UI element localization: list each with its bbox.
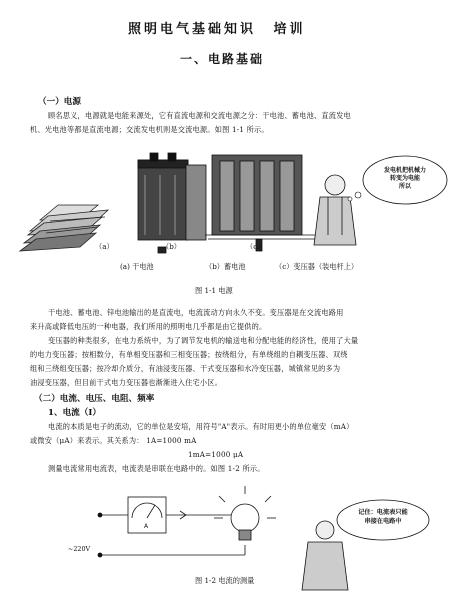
- page-title: [128, 18, 306, 37]
- paragraph-line: 机、光电池等都是直流电源；交流发电机则是交流电源。如图 1-1 所示。: [30, 125, 269, 134]
- transformer-illustration: [205, 155, 320, 251]
- bubble-line: 所以: [398, 183, 411, 190]
- engineer-illustration: [314, 175, 356, 245]
- bubble-line: 转变为电能: [389, 175, 420, 182]
- voltage-label: ~220V: [68, 545, 91, 553]
- subfigure-mark-a: （a）: [95, 242, 114, 251]
- figure-caption: 图 1-2 电流的测量: [195, 576, 255, 585]
- presenter-illustration: [302, 521, 348, 590]
- title-main: 照明电气基础知识: [128, 22, 257, 37]
- subfigure-mark-b: （b）: [162, 242, 181, 251]
- paragraph-line: 的电力变压器；按相数分，有单相变压器和三相变压器；按绕组分，有单绕组的自耦变压器、双绕: [30, 350, 348, 359]
- bubble-line: 串接在电路中: [364, 518, 402, 525]
- title-suffix: 培训: [273, 22, 306, 37]
- bubble-text-top: [370, 167, 440, 191]
- section-heading-power-source: （一）电源: [38, 97, 81, 107]
- light-bulb-icon: [214, 486, 276, 540]
- paragraph-line: 或微安（μA）来表示。其关系为： 1A=1000 mA: [30, 436, 197, 445]
- svg-text:A: A: [144, 523, 149, 530]
- paragraph-line: 电流的本质是电子的流动，它的单位是安培，用符号"A"表示。有时用更小的单位毫安（mA）: [48, 422, 354, 431]
- paragraph-line: 测量电流常用电流表，电流表是串联在电路中的。如图 1-2 所示。: [48, 464, 265, 473]
- bubble-line: 发电机把机械力: [383, 167, 426, 174]
- paragraph-line: 顾名思义，电源就是电能来源处，它有直流电源和交流电源之分：干电池、蓄电池、直流发电: [48, 111, 351, 120]
- figure-label-transformer: （c）变压器（装电杆上）: [275, 262, 359, 271]
- section-heading-current-voltage: （二）电流、电压、电阻、频率: [34, 394, 155, 404]
- hint-bubble-text: [346, 508, 420, 526]
- figure-1-1-power-sources: [0, 135, 455, 300]
- paragraph-line: 组和三绕组变压器；按冷却介质分，有油浸变压器、干式变压器和水冷变压器，城镇常见的多为: [30, 364, 341, 373]
- subfigure-mark-c: （c）: [246, 242, 265, 251]
- figure-caption: 图 1-1 电源: [195, 286, 233, 295]
- subsection-heading-current: 1、电流（I）: [48, 408, 101, 418]
- storage-battery-illustration: [138, 153, 206, 253]
- formula: 1mA=1000 μA: [188, 450, 244, 459]
- paragraph-line: 变压器的种类很多，在电力系统中，为了调节发电机的输送电和分配电能的经济性，使用了大量: [48, 336, 359, 345]
- bubble-line: 记住：电流表只能: [358, 509, 408, 516]
- paragraph-line: 油浸变压器，但目前干式电力变压器也渐渐进入住宅小区。: [30, 378, 223, 387]
- paragraph-line: 来升高或降低电压的一种电器，我们所用的照明电几乎都是由它提供的。: [30, 322, 267, 331]
- figure-label-dry-battery: (a) 干电池: [120, 262, 154, 271]
- chapter-heading: 一、电路基础: [180, 52, 265, 66]
- figure-label-storage-battery: （b）蓄电池: [205, 262, 246, 271]
- paragraph-line: 干电池、蓄电池、锌电池输出的是直流电，电流流动方向永久不变。变压器是在交流电路用: [48, 308, 344, 317]
- ammeter-icon: [128, 497, 166, 533]
